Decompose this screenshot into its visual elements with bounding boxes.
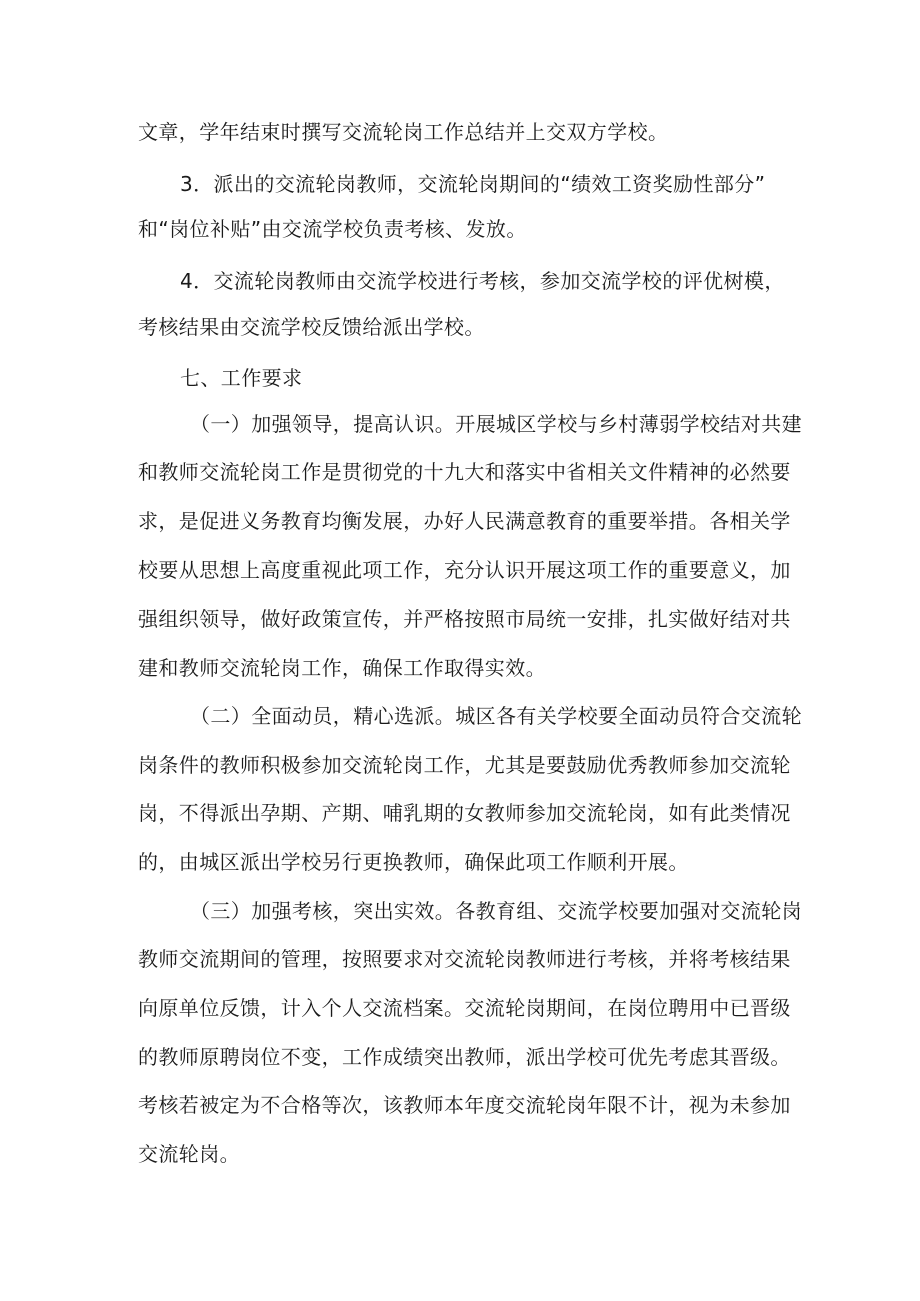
text-line: 3．派出的交流轮岗教师，交流轮岗期间的“绩效工资奖励性部分” [180, 172, 766, 196]
text-line: 的，由城区派出学校另行更换教师，确保此项工作顺利开展。 [138, 850, 689, 874]
text-line: （三）加强考核，突出实效。各教育组、交流学校要加强对交流轮岗 [190, 899, 802, 923]
text-line: 和“岗位补贴”由交流学校负责考核、发放。 [138, 217, 527, 241]
text-line: 考核若被定为不合格等次，该教师本年度交流轮岗年限不计，视为未参加 [138, 1093, 791, 1117]
text-line: 求，是促进义务教育均衡发展，办好人民满意教育的重要举措。各相关学 [138, 509, 791, 533]
text-line: 4．交流轮岗教师由交流学校进行考核，参加交流学校的评优树模， [180, 269, 785, 293]
text-line: 岗条件的教师积极参加交流轮岗工作，尤其是要鼓励优秀教师参加交流轮 [138, 753, 791, 777]
text-line: 的教师原聘岗位不变，工作成绩突出教师，派出学校可优先考虑其晋级。 [138, 1045, 791, 1069]
text-line: 考核结果由交流学校反馈给派出学校。 [138, 315, 485, 339]
text-line: 教师交流期间的管理，按照要求对交流轮岗教师进行考核，并将考核结果 [138, 947, 791, 971]
text-line: 和教师交流轮岗工作是贯彻党的十九大和落实中省相关文件精神的必然要 [138, 460, 791, 484]
text-line: 岗，不得派出孕期、产期、哺乳期的女教师参加交流轮岗，如有此类情况 [138, 801, 791, 825]
text-line: （二）全面动员，精心选派。城区各有关学校要全面动员符合交流轮 [190, 704, 802, 728]
section-heading: 七、工作要求 [180, 366, 303, 390]
text-line: 强组织领导，做好政策宣传，并严格按照市局统一安排，扎实做好结对共 [138, 607, 791, 631]
text-line: 向原单位反馈，计入个人交流档案。交流轮岗期间，在岗位聘用中已晋级 [138, 996, 791, 1020]
text-line: （一）加强领导，提高认识。开展城区学校与乡村薄弱学校结对共建 [190, 412, 802, 436]
text-line: 交流轮岗。 [138, 1142, 240, 1166]
text-line: 校要从思想上高度重视此项工作，充分认识开展这项工作的重要意义，加 [138, 558, 791, 582]
text-line: 建和教师交流轮岗工作，确保工作取得实效。 [138, 656, 546, 680]
text-line: 文章，学年结束时撰写交流轮岗工作总结并上交双方学校。 [138, 120, 669, 144]
